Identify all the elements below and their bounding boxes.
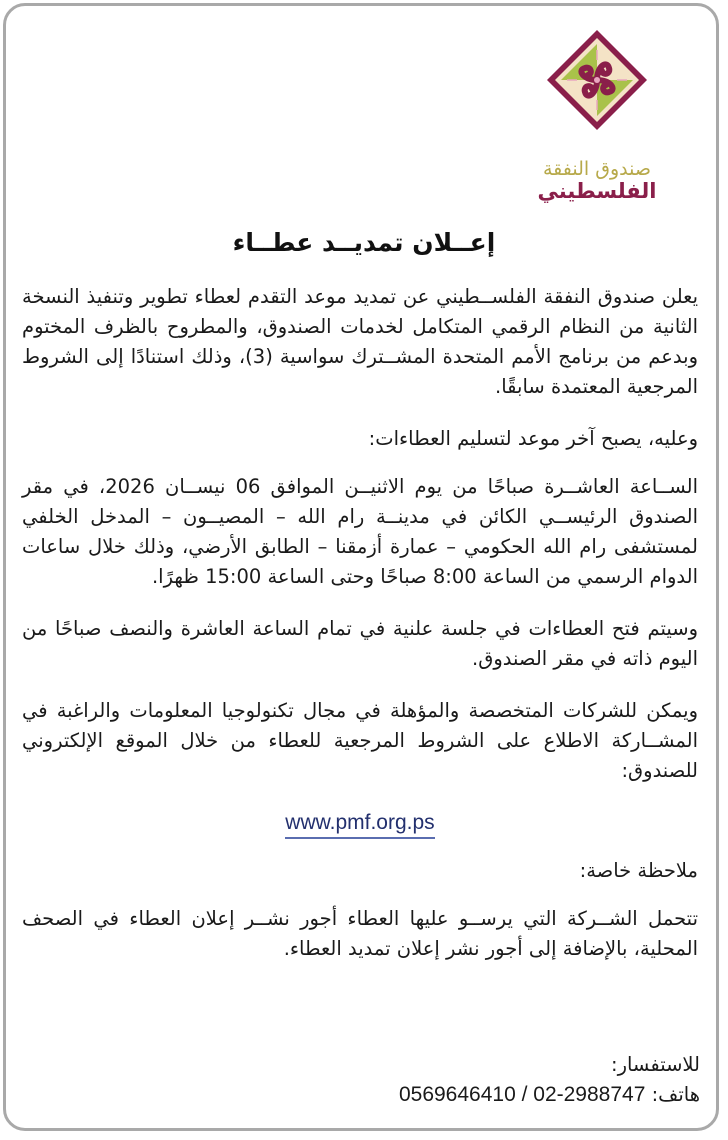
fund-logo [522,20,672,220]
note-paragraph: تتحمل الشــركة التي يرســو عليها العطاء أجور نشــر إعلان العطاء في الصحف المحلية، بالإضافة إلى أجور نشر إعلان تمديد العطاء. [22,907,698,960]
phone-label: هاتف: [651,1083,700,1106]
phone-numbers: 0569646410 / 02-2988747 [398,1083,646,1106]
contact-section [399,1050,700,1110]
website-link[interactable]: www.pmf.org.ps [285,811,434,839]
deadline-intro: وعليه، يصبح آخر موعد لتسليم العطاءات: [368,427,698,450]
note-label: ملاحظة خاصة: [579,859,698,882]
announcement-title: إعــلان تمديــد عطــاء [232,228,496,257]
logo-wordmark [522,160,672,202]
phone-line [399,1080,700,1110]
logo-line-2: الفلسطيني [537,178,657,203]
announcement-body [22,282,698,986]
opening-paragraph: وسيتم فتح العطاءات في جلسة علنية في تمام الساعة العاشرة والنصف صباحًا من اليوم ذاته في مقر الصندوق. [22,617,698,670]
intro-paragraph: يعلن صندوق النفقة الفلســطيني عن تمديد موعد التقدم لعطاء تطوير وتنفيذ النسخة الثانية من النظام الرقمي المتكامل لخدمات الصندوق، والمطروح بالظرف المختوم وبدعم من برنامج الأمم المتحدة المشــترك سواسية (3)، وذلك استنادًا إلى الشروط المرجعية المعتمدة سابقًا. [22,285,698,398]
inquiry-label: للاستفسار: [611,1053,700,1076]
logo-emblem-icon [547,30,647,130]
logo-line-1: صندوق النفقة [542,158,651,180]
website-container [22,808,698,838]
deadline-paragraph: الســاعة العاشــرة صباحًا من يوم الاثنيــن الموافق 06 نيســان 2026، في مقر الصندوق الرئيســي الكائن في مدينــة رام الله – المصيــون – المدخل الخلفي لمستشفى رام الله الحكومي – عمارة أزمقنا – الطابق الأرضي، وذلك خلال ساعات الدوام الرسمي من الساعة 8:00 صباحًا وحتى الساعة 15:00 ظهرًا. [22,475,698,588]
eligibility-paragraph: ويمكن للشركات المتخصصة والمؤهلة في مجال تكنولوجيا المعلومات والراغبة في المشــاركة الاطلاع على الشروط المرجعية للعطاء من خلال الموقع الإلكتروني للصندوق: [22,699,698,782]
